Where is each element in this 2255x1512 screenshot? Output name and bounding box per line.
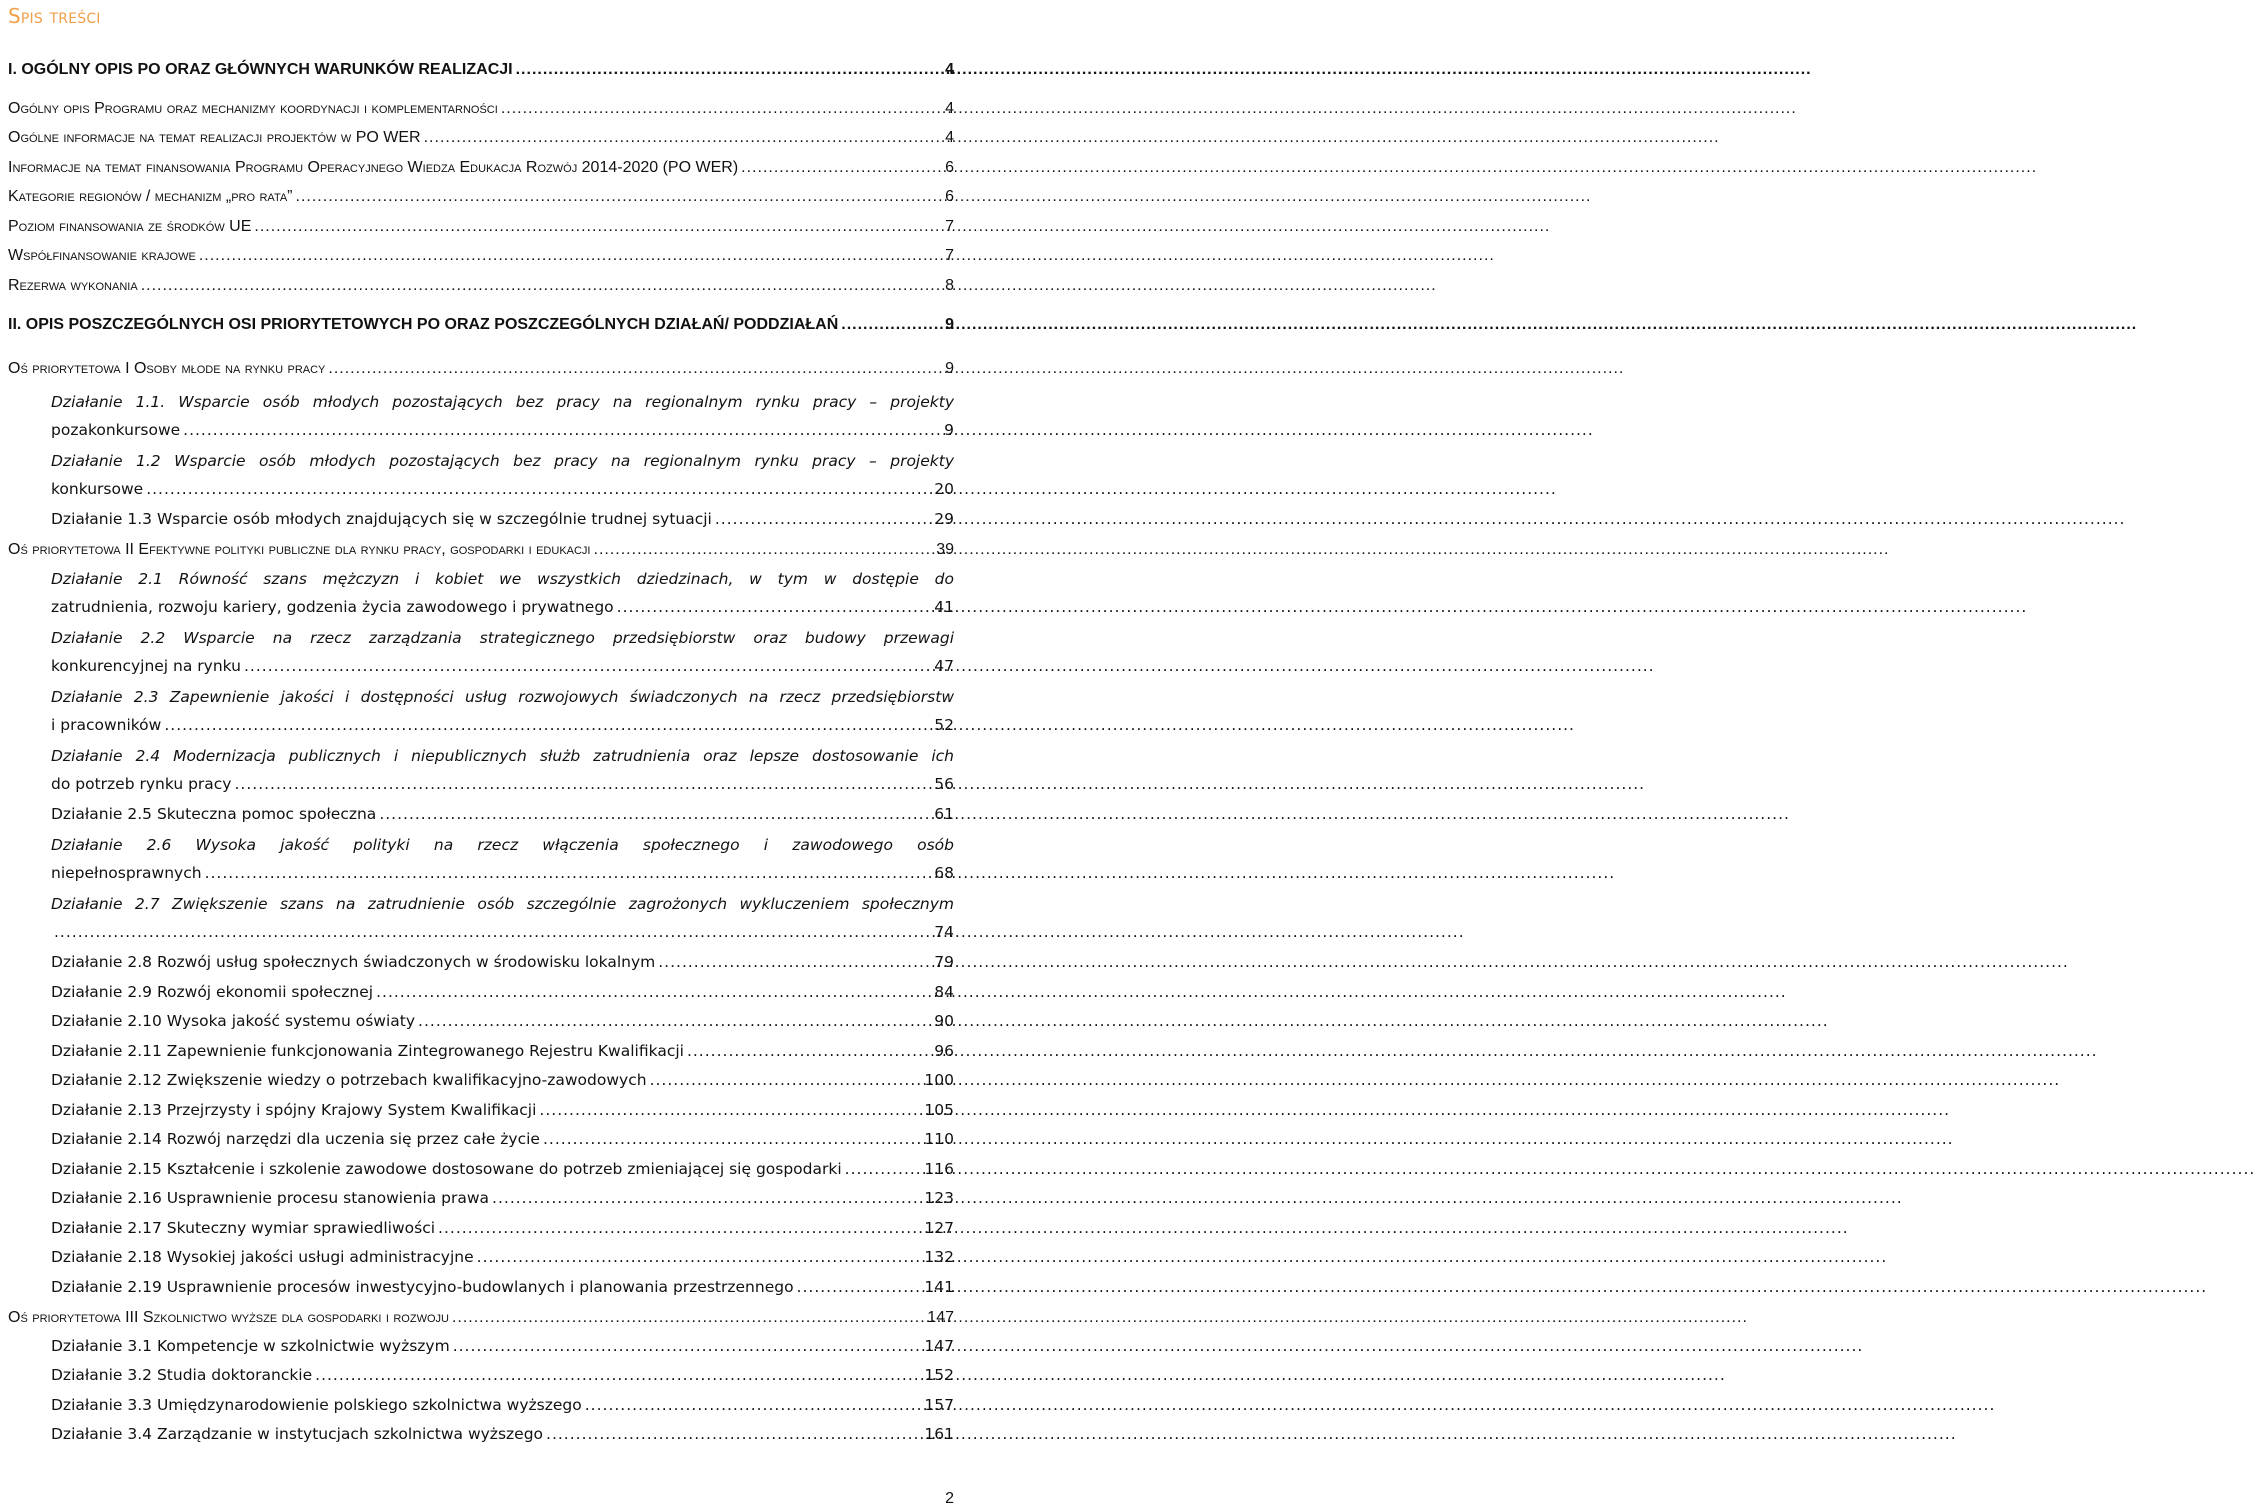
toc-entry-text: I. OGÓLNY OPIS PO ORAZ GŁÓWNYCH WARUNKÓW REALIZACJI xyxy=(8,61,513,78)
toc-entry-text: Działanie 2.15 Kształcenie i szkolenie zawodowe dostosowane do potrzeb zmieniającej się gospodarki xyxy=(51,1160,842,1178)
toc-page-number: 127 xyxy=(924,1219,954,1237)
toc-page-number: 20 xyxy=(934,480,954,498)
toc-entry-line1[interactable]: Działanie 2.7 Zwiększenie szans na zatrudnienie osób szczególnie zagrożonych wykluczeniem społecznym xyxy=(51,895,954,913)
toc-entry-line1[interactable]: Działanie 1.2 Wsparcie osób młodych pozostających bez pracy na regionalnym rynku pracy – projekty xyxy=(51,452,954,470)
toc-leader-dots xyxy=(424,129,942,147)
toc-leader-dots xyxy=(477,1248,922,1266)
toc-page-number: 79 xyxy=(934,953,954,971)
toc-leader-dots xyxy=(164,716,931,734)
toc-entry[interactable] xyxy=(51,923,954,941)
toc-leader-dots xyxy=(594,541,934,559)
toc-entry[interactable] xyxy=(51,1071,954,1089)
toc-entry-text: Działanie 2.13 Przejrzysty i spójny Krajowy System Kwalifikacji xyxy=(51,1101,537,1119)
toc-entry-text: Działanie 2.8 Rozwój usług społecznych świadczonych w środowisku lokalnym xyxy=(51,953,656,971)
toc-leader-dots xyxy=(650,1071,922,1089)
toc-page-number: 147 xyxy=(924,1337,954,1355)
toc-leader-dots xyxy=(543,1130,921,1148)
toc-entry[interactable] xyxy=(51,510,954,528)
toc-leader-dots xyxy=(845,1160,922,1178)
toc-entry-text: Działanie 2.18 Wysokiej jakości usługi administracyjne xyxy=(51,1248,474,1266)
toc-entry[interactable] xyxy=(51,1366,954,1384)
toc-entry[interactable] xyxy=(8,159,954,177)
toc-page-number: 8 xyxy=(945,277,954,294)
toc-entry-text: Ogólny opis Programu oraz mechanizmy koordynacji i komplementarności xyxy=(8,100,498,117)
toc-leader-dots xyxy=(54,923,931,941)
toc-leader-dots xyxy=(658,953,931,971)
toc-entry-text: Oś priorytetowa II Efektywne polityki publiczne dla rynku pracy, gospodarki i edukacji xyxy=(8,541,591,558)
toc-page-number: 4 xyxy=(945,100,954,117)
toc-entry-line1[interactable]: Działanie 2.4 Modernizacja publicznych i niepublicznych służb zatrudnienia oraz lepsze dostosowanie ich xyxy=(51,747,954,765)
toc-page-number: 4 xyxy=(945,61,954,78)
toc-entry-part-1[interactable] xyxy=(8,61,954,79)
toc-entry-text: Oś priorytetowa III Szkolnictwo wyższe dla gospodarki i rozwoju xyxy=(8,1309,449,1326)
toc-entry[interactable] xyxy=(51,864,954,882)
toc-entry-text: Współfinansowanie krajowe xyxy=(8,247,196,264)
toc-entry-text: Działanie 2.17 Skuteczny wymiar sprawiedliwości xyxy=(51,1219,436,1237)
toc-entry[interactable] xyxy=(51,1042,954,1060)
toc-page-number: 9 xyxy=(945,316,954,333)
toc-entry[interactable] xyxy=(8,247,954,265)
toc-entry[interactable] xyxy=(8,277,954,295)
toc-leader-dots xyxy=(183,421,941,439)
toc-entry-line1[interactable]: Działanie 1.1. Wsparcie osób młodych pozostających bez pracy na regionalnym rynku pracy – projekty xyxy=(51,393,954,411)
toc-entry[interactable] xyxy=(8,129,954,147)
page-number: 2 xyxy=(945,1490,954,1507)
toc-entry-text: Poziom finansowania ze środków UE xyxy=(8,218,252,235)
toc-entry[interactable] xyxy=(51,1012,954,1030)
toc-leader-dots xyxy=(687,1042,931,1060)
toc-leader-dots xyxy=(492,1189,921,1207)
toc-entry-text: Działanie 1.3 Wsparcie osób młodych znajdujących się w szczególnie trudnej sytuacji xyxy=(51,510,712,528)
toc-leader-dots xyxy=(418,1012,931,1030)
toc-page-number: 39 xyxy=(936,541,954,558)
toc-entry[interactable] xyxy=(8,100,954,118)
toc-entry-text: Informacje na temat finansowania Programu Operacyjnego Wiedza Edukacja Rozwój 2014-2020 (PO WER) xyxy=(8,159,739,176)
toc-entry[interactable] xyxy=(51,953,954,971)
toc-page-number: 47 xyxy=(934,657,954,675)
toc-page-number: 61 xyxy=(934,805,954,823)
toc-page-number: 74 xyxy=(934,923,954,941)
toc-entry-part-2[interactable] xyxy=(8,316,954,334)
toc-leader-dots xyxy=(841,316,942,334)
toc-page-number: 7 xyxy=(945,247,954,264)
toc-entry-axis-3[interactable] xyxy=(8,1309,954,1327)
toc-title: Spis treści xyxy=(8,4,101,28)
toc-entry[interactable] xyxy=(51,1248,954,1266)
toc-page-number: 123 xyxy=(924,1189,954,1207)
toc-entry-text: Działanie 2.12 Zwiększenie wiedzy o potrzebach kwalifikacyjno-zawodowych xyxy=(51,1071,647,1089)
toc-page-number: 9 xyxy=(945,360,954,377)
toc-page-number: 152 xyxy=(924,1366,954,1384)
toc-leader-dots xyxy=(146,480,931,498)
toc-page-number: 96 xyxy=(934,1042,954,1060)
toc-page-number: 141 xyxy=(924,1278,954,1296)
toc-page xyxy=(0,0,960,1512)
toc-page-number: 41 xyxy=(934,598,954,616)
toc-entry-text: Działanie 2.9 Rozwój ekonomii społecznej xyxy=(51,983,374,1001)
toc-entry-text: Działanie 2.5 Skuteczna pomoc społeczna xyxy=(51,805,377,823)
toc-leader-dots xyxy=(234,775,931,793)
toc-page-number: 4 xyxy=(945,129,954,146)
toc-page-number: 6 xyxy=(945,188,954,205)
toc-entry-text: i pracowników xyxy=(51,716,162,734)
toc-entry[interactable] xyxy=(51,657,954,675)
toc-entry-text: konkursowe xyxy=(51,480,144,498)
toc-leader-dots xyxy=(585,1396,922,1414)
toc-page-number: 161 xyxy=(924,1425,954,1443)
toc-entry-axis-2[interactable] xyxy=(8,541,954,559)
toc-entry-text: do potrzeb rynku pracy xyxy=(51,775,232,793)
toc-leader-dots xyxy=(438,1219,921,1237)
toc-leader-dots xyxy=(376,983,931,1001)
toc-page-number: 90 xyxy=(934,1012,954,1030)
toc-leader-dots xyxy=(741,159,942,177)
toc-entry-line1[interactable]: Działanie 2.3 Zapewnienie jakości i dostępności usług rozwojowych świadczonych na rzecz przedsiębiorstw xyxy=(51,688,954,706)
toc-entry[interactable] xyxy=(51,1278,954,1296)
toc-entry-line1[interactable]: Działanie 2.1 Równość szans mężczyzn i kobiet we wszystkich dziedzinach, w tym w dostępie do xyxy=(51,570,954,588)
toc-entry-text: Działanie 3.3 Umiędzynarodowienie polskiego szkolnictwa wyższego xyxy=(51,1396,582,1414)
toc-entry-text: II. OPIS POSZCZEGÓLNYCH OSI PRIORYTETOWYCH PO ORAZ POSZCZEGÓLNYCH DZIAŁAŃ/ PODDZIAŁAŃ xyxy=(8,316,839,333)
toc-leader-dots xyxy=(797,1278,922,1296)
toc-entry-text: Działanie 3.2 Studia doktoranckie xyxy=(51,1366,313,1384)
toc-leader-dots xyxy=(539,1101,921,1119)
toc-entry-text: Działanie 2.16 Usprawnienie procesu stanowienia prawa xyxy=(51,1189,490,1207)
toc-leader-dots xyxy=(546,1425,921,1443)
toc-entry[interactable] xyxy=(51,716,954,734)
toc-entry-text: Ogólne informacje na temat realizacji projektów w PO WER xyxy=(8,129,421,146)
toc-page-number: 116 xyxy=(924,1160,954,1178)
toc-leader-dots xyxy=(617,598,932,616)
toc-page-number: 9 xyxy=(944,421,954,439)
toc-leader-dots xyxy=(244,657,931,675)
toc-entry-text: niepełnosprawnych xyxy=(51,864,202,882)
toc-entry[interactable] xyxy=(51,1130,954,1148)
toc-entry-text: konkurencyjnej na rynku xyxy=(51,657,241,675)
toc-entry-line1[interactable]: Działanie 2.6 Wysoka jakość polityki na rzecz włączenia społecznego i zawodowego osób xyxy=(51,836,954,854)
toc-leader-dots xyxy=(379,805,931,823)
toc-entry[interactable] xyxy=(51,1160,954,1178)
toc-entry-text: Działanie 2.19 Usprawnienie procesów inwestycyjno-budowlanych i planowania przestrzennego xyxy=(51,1278,794,1296)
toc-entry-text: Kategorie regionów / mechanizm „pro rata” xyxy=(8,188,293,205)
toc-leader-dots xyxy=(516,61,942,79)
toc-entry[interactable] xyxy=(51,1337,954,1355)
toc-entry-text: Działanie 2.10 Wysoka jakość systemu oświaty xyxy=(51,1012,416,1030)
toc-page-number: 105 xyxy=(924,1101,954,1119)
toc-leader-dots xyxy=(205,864,932,882)
toc-page-number: 29 xyxy=(934,510,954,528)
toc-page-number: 56 xyxy=(934,775,954,793)
toc-entry-text: Działanie 3.1 Kompetencje w szkolnictwie wyższym xyxy=(51,1337,450,1355)
toc-leader-dots xyxy=(453,1337,922,1355)
toc-entry[interactable] xyxy=(51,1396,954,1414)
toc-leader-dots xyxy=(254,218,942,236)
toc-entry[interactable] xyxy=(51,1189,954,1207)
toc-entry-text: zatrudnienia, rozwoju kariery, godzenia życia zawodowego i prywatnego xyxy=(51,598,614,616)
toc-leader-dots xyxy=(328,360,942,378)
toc-page-number: 84 xyxy=(934,983,954,1001)
toc-page-number: 7 xyxy=(945,218,954,235)
toc-entry-text: pozakonkursowe xyxy=(51,421,181,439)
toc-entry-text: Działanie 2.14 Rozwój narzędzi dla uczenia się przez całe życie xyxy=(51,1130,540,1148)
toc-leader-dots xyxy=(141,277,942,295)
toc-entry[interactable] xyxy=(51,1101,954,1119)
toc-page-number: 68 xyxy=(934,864,954,882)
toc-leader-dots xyxy=(715,510,931,528)
toc-entry-text: Działanie 2.11 Zapewnienie funkcjonowania Zintegrowanego Rejestru Kwalifikacji xyxy=(51,1042,684,1060)
toc-entry[interactable] xyxy=(51,598,954,616)
toc-entry-line1[interactable]: Działanie 2.2 Wsparcie na rzecz zarządzania strategicznego przedsiębiorstw oraz budowy przewagi xyxy=(51,629,954,647)
toc-leader-dots xyxy=(199,247,942,265)
toc-entry[interactable] xyxy=(51,480,954,498)
toc-entry-axis-1[interactable] xyxy=(8,360,954,378)
toc-leader-dots xyxy=(452,1309,924,1327)
toc-entry[interactable] xyxy=(51,805,954,823)
toc-entry-text: Rezerwa wykonania xyxy=(8,277,138,294)
toc-leader-dots xyxy=(315,1366,921,1384)
toc-entry[interactable] xyxy=(8,188,954,206)
toc-leader-dots xyxy=(296,188,943,206)
toc-page-number: 100 xyxy=(924,1071,954,1089)
toc-leader-dots xyxy=(501,100,942,118)
toc-entry[interactable] xyxy=(51,421,954,439)
toc-entry[interactable] xyxy=(51,1425,954,1443)
toc-entry[interactable] xyxy=(51,1219,954,1237)
toc-entry[interactable] xyxy=(51,775,954,793)
toc-page-number: 52 xyxy=(934,716,954,734)
toc-entry-text: Oś priorytetowa I Osoby młode na rynku pracy xyxy=(8,360,326,377)
toc-entry[interactable] xyxy=(8,218,954,236)
toc-page-number: 157 xyxy=(924,1396,954,1414)
toc-entry[interactable] xyxy=(51,983,954,1001)
toc-page-number: 132 xyxy=(924,1248,954,1266)
toc-entry-text: Działanie 3.4 Zarządzanie w instytucjach szkolnictwa wyższego xyxy=(51,1425,544,1443)
toc-page-number: 110 xyxy=(924,1130,954,1148)
toc-page-number: 147 xyxy=(927,1309,954,1326)
toc-page-number: 6 xyxy=(945,159,954,176)
